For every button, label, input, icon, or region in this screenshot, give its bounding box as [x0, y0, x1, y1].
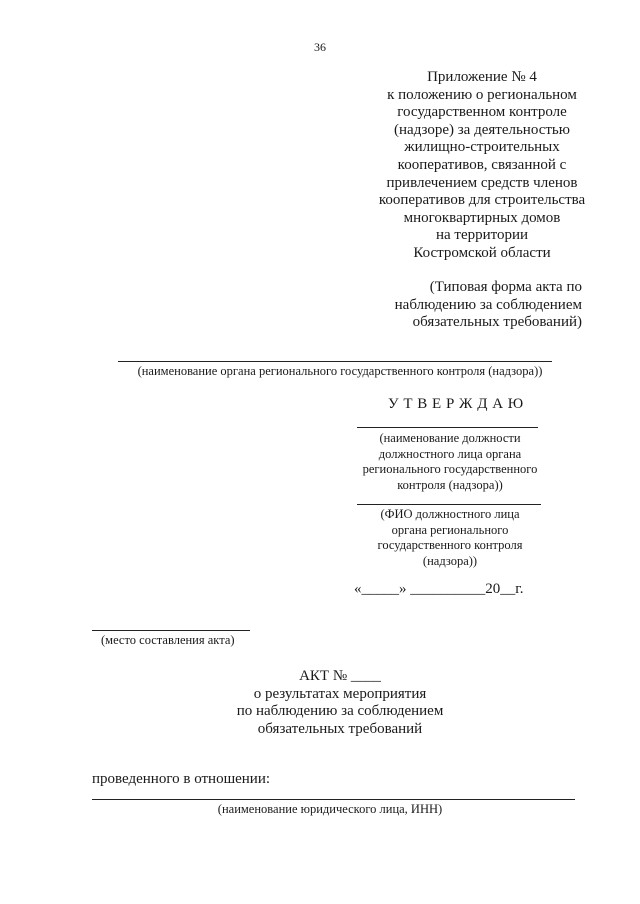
appendix-line: к положению о региональном — [387, 86, 577, 103]
appendix-line: государственном контроле — [397, 104, 567, 121]
fio-caption-line: органа регионального — [391, 522, 509, 537]
typical-form-line: (Типовая форма акта по — [429, 279, 582, 295]
entity-caption: (наименование юридического лица, ИНН) — [217, 802, 443, 816]
position-caption — [345, 431, 555, 493]
typical-form-note — [375, 279, 582, 332]
place-underline — [92, 630, 250, 631]
appendix-line: привлечением средств членов — [386, 174, 578, 191]
appendix-line: многоквартирных домов — [403, 209, 561, 226]
approve-heading: У Т В Е Р Ж Д А Ю — [388, 396, 524, 412]
appendix-line: Приложение № 4 — [427, 69, 537, 85]
typical-form-line: наблюдению за соблюдением — [394, 296, 582, 313]
date-line: «_____» __________20__г. — [354, 581, 524, 597]
position-caption-line: должностного лица органа — [378, 446, 522, 461]
position-caption-line: (наименование должности — [379, 431, 521, 445]
fio-underline — [357, 504, 541, 505]
appendix-line: (надзоре) за деятельностью — [394, 121, 570, 138]
conducted-label: проведенного в отношении: — [92, 771, 271, 787]
fio-caption — [345, 507, 555, 569]
entity-underline — [92, 799, 575, 800]
act-title-line: обязательных требований — [257, 720, 423, 737]
authority-underline — [118, 361, 552, 362]
typical-form-line: обязательных требований) — [412, 314, 582, 331]
appendix-line: на территории — [435, 227, 529, 244]
page-number: 36 — [314, 40, 326, 54]
appendix-line: Костромской области — [413, 244, 551, 261]
fio-caption-line: (надзора)) — [422, 553, 478, 568]
act-title — [210, 668, 470, 738]
position-caption-line: регионального государственного — [362, 462, 538, 476]
fio-caption-line: государственного контроля — [377, 538, 523, 552]
appendix-line: жилищно-строительных — [404, 139, 560, 156]
act-title-line: АКТ № ____ — [299, 668, 381, 684]
authority-caption: (наименование органа регионального государственного контроля (надзора)) — [137, 364, 543, 378]
position-caption-line: контроля (надзора)) — [397, 477, 503, 492]
act-title-line: о результатах мероприятия — [253, 685, 427, 702]
appendix-block — [358, 69, 606, 263]
fio-caption-line: (ФИО должностного лица — [380, 507, 520, 521]
appendix-line: кооперативов для строительства — [378, 192, 586, 209]
act-title-line: по наблюдению за соблюдением — [236, 703, 444, 720]
place-caption: (место составления акта) — [101, 633, 235, 647]
appendix-line: кооперативов, связанной с — [397, 156, 567, 173]
position-underline — [357, 427, 538, 428]
